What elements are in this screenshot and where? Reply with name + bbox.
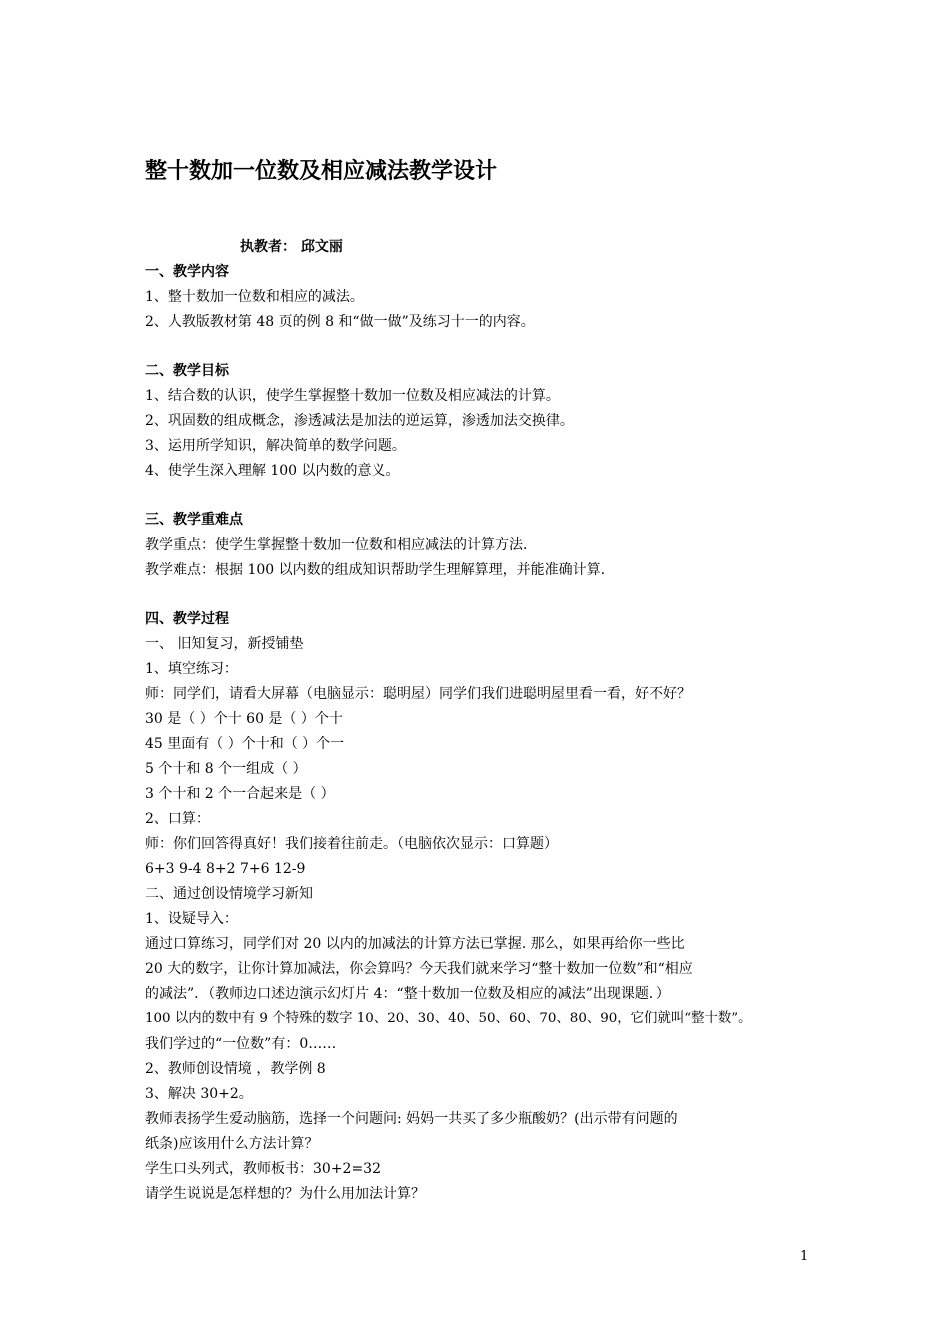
text-line: 2、口算：: [145, 811, 210, 827]
text-line: 45 里面有（ ）个十和（ ）个一: [145, 736, 345, 752]
text-line: 教学重点：使学生掌握整十数加一位数和相应减法的计算方法.: [145, 537, 528, 553]
text-line: 30 是（ ）个十 60 是（ ）个十: [145, 711, 343, 727]
text-line: 学生口头列式，教师板书：30+2=32: [145, 1161, 381, 1177]
text-line: 1、设疑导入：: [145, 911, 238, 927]
text-line: 一、 旧知复习，新授铺垫: [145, 636, 304, 652]
text-line: 4、使学生深入理解 100 以内数的意义。: [145, 463, 400, 479]
text-line: 纸条)应该用什么方法计算？: [145, 1136, 319, 1152]
section-heading-content: 一、教学内容: [145, 264, 229, 280]
text-line: 20 大的数字，让你计算加减法，你会算吗？今天我们就来学习“整十数加一位数”和“相应: [145, 961, 693, 977]
text-line: 师：同学们，请看大屏幕（电脑显示：聪明屋）同学们我们进聪明屋里看一看，好不好？: [145, 686, 691, 702]
text-line: 通过口算练习，同学们对 20 以内的加减法的计算方法已掌握. 那么，如果再给你一些比: [145, 936, 685, 952]
text-line: 我们学过的“一位数”有：0……: [145, 1036, 337, 1052]
text-line: 2、教师创设情境 ，教学例 8: [145, 1061, 326, 1077]
text-line: 1、结合数的认识，使学生掌握整十数加一位数及相应减法的计算。: [145, 388, 560, 404]
text-line: 师：你们回答得真好！我们接着往前走。（电脑依次显示：口算题）: [145, 836, 558, 852]
text-line: 二、通过创设情境学习新知: [145, 886, 313, 902]
text-line: 的减法”．（教师边口述边演示幻灯片 4：“整十数加一位数及相应的减法”出现课题．）: [145, 986, 670, 1002]
text-line: 1、整十数加一位数和相应的减法。: [145, 289, 364, 305]
text-line: 1、填空练习：: [145, 661, 238, 677]
text-line: 2、巩固数的组成概念，渗透减法是加法的逆运算，渗透加法交换律。: [145, 413, 574, 429]
text-line: 请学生说说是怎样想的？为什么用加法计算？: [145, 1186, 425, 1202]
text-line: 3、解决 30+2。: [145, 1086, 253, 1102]
text-line: 5 个十和 8 个一组成（ ）: [145, 761, 307, 777]
text-line: 3 个十和 2 个一合起来是（ ）: [145, 786, 335, 802]
document-title: 整十数加一位数及相应减法教学设计: [145, 159, 498, 184]
text-line: 3、运用所学知识，解决简单的数学问题。: [145, 438, 406, 454]
text-line: 教师表扬学生爱动脑筋，选择一个问题问: 妈妈一共买了多少瓶酸奶？(出示带有问题的: [145, 1111, 678, 1127]
section-heading-goals: 二、教学目标: [145, 363, 229, 379]
author-line: 执教者： 邱文丽: [240, 239, 343, 255]
text-line: 100 以内的数中有 9 个特殊的数字 10、20、30、40、50、60、70、80、90，它们就叫“整十数”。: [145, 1011, 752, 1026]
text-line: 6+3 9-4 8+2 7+6 12-9: [145, 861, 306, 877]
text-line: 教学难点：根据 100 以内数的组成知识帮助学生理解算理，并能准确计算.: [145, 562, 606, 578]
page-number: 1: [800, 1249, 809, 1264]
text-line: 2、人教版教材第 48 页的例 8 和“做一做”及练习十一的内容。: [145, 314, 535, 330]
section-heading-keypoints: 三、教学重难点: [145, 512, 243, 528]
section-heading-process: 四、教学过程: [145, 611, 229, 627]
